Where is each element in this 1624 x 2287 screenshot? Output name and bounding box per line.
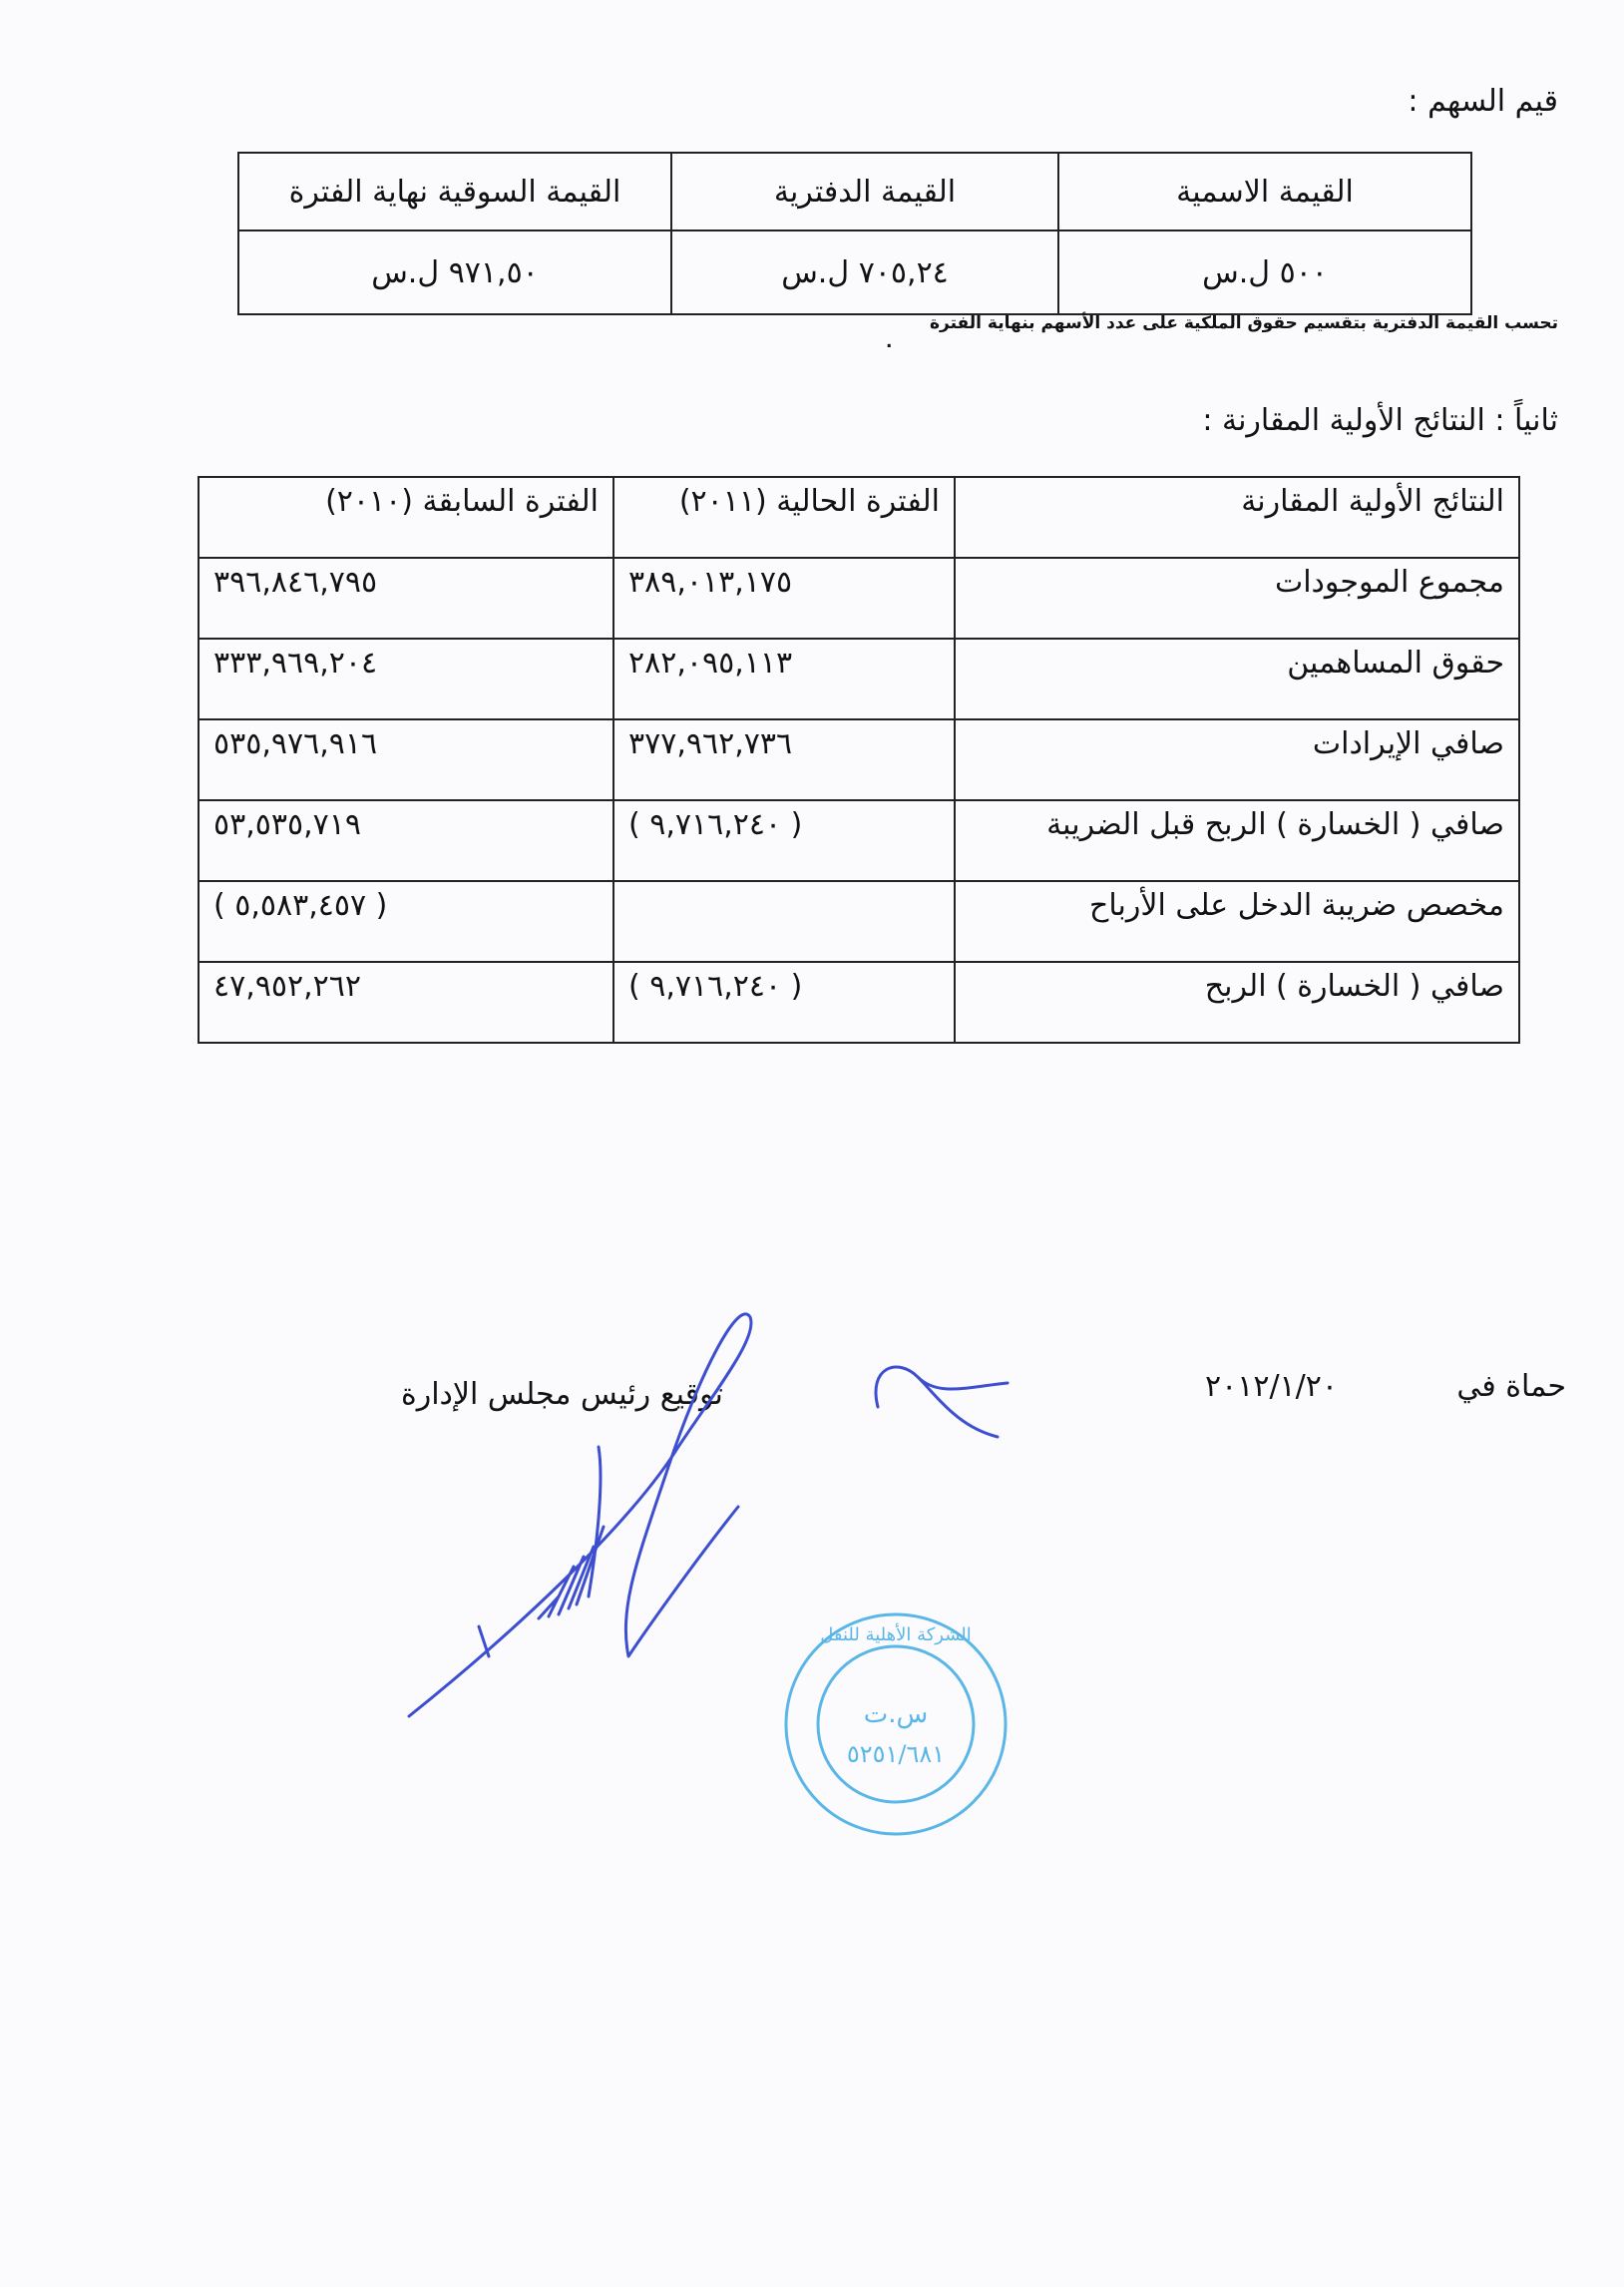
share-values-heading: قيم السهم : [1408, 84, 1558, 119]
row-current: ٣٨٩,٠١٣,١٧٥ [613, 558, 955, 639]
row-previous: ٥٣,٥٣٥,٧١٩ [199, 800, 613, 881]
table-row [199, 962, 1519, 1043]
row-current [613, 881, 955, 962]
row-label: مخصص ضريبة الدخل على الأرباح [955, 881, 1519, 962]
book-value-note-line-1: تحسب القيمة الدفترية بتقسيم حقوق الملكية على عدد الأسهم بنهاية الفترة [929, 313, 1558, 333]
row-label: صافي ( الخسارة ) الربح قبل الضريبة [955, 800, 1519, 881]
place-label: حماة في [1456, 1369, 1566, 1404]
row-label: صافي ( الخسارة ) الربح [955, 962, 1519, 1043]
row-label: مجموع الموجودات [955, 558, 1519, 639]
header-market-value: القيمة السوقية نهاية الفترة [238, 153, 671, 230]
row-previous: ٣٣٣,٩٦٩,٢٠٤ [199, 639, 613, 719]
stamp-text-mid: س.ت [863, 1699, 929, 1729]
column-header-item: النتائج الأولية المقارنة [955, 477, 1519, 558]
share-values-header-row [238, 153, 1471, 230]
column-header-previous: الفترة السابقة (٢٠١٠) [199, 477, 613, 558]
stamp-text-number: ٥٢٥١/٦٨١ [846, 1740, 946, 1768]
nominal-value: ٥٠٠ ل.س [1058, 230, 1471, 314]
row-label: حقوق المساهمين [955, 639, 1519, 719]
share-values-table [237, 152, 1472, 315]
table-row [199, 558, 1519, 639]
row-label: صافي الإيرادات [955, 719, 1519, 800]
document-date: ٢٠١٢/١/٢٠ [1205, 1369, 1339, 1404]
company-stamp [776, 1604, 1015, 1844]
note-period-end: . [886, 332, 893, 352]
signature-label: توقيع رئيس مجلس الإدارة [401, 1377, 723, 1412]
comparative-results-table [198, 476, 1520, 1044]
share-values-row [238, 230, 1471, 314]
header-book-value: القيمة الدفترية [671, 153, 1058, 230]
table-row [199, 719, 1519, 800]
book-value: ٧٠٥,٢٤ ل.س [671, 230, 1058, 314]
book-value-note-line-2 [886, 332, 892, 352]
market-value: ٩٧١,٥٠ ل.س [238, 230, 671, 314]
results-heading: ثانياً : النتائج الأولية المقارنة : [1202, 403, 1558, 438]
row-current: ( ٩,٧١٦,٢٤٠ ) [613, 800, 955, 881]
results-header-row [199, 477, 1519, 558]
row-current: ٢٨٢,٠٩٥,١١٣ [613, 639, 955, 719]
row-previous: ٣٩٦,٨٤٦,٧٩٥ [199, 558, 613, 639]
row-previous: ٤٧,٩٥٢,٢٦٢ [199, 962, 613, 1043]
row-previous: ٥٣٥,٩٧٦,٩١٦ [199, 719, 613, 800]
row-current: ٣٧٧,٩٦٢,٧٣٦ [613, 719, 955, 800]
table-row [199, 639, 1519, 719]
table-row [199, 881, 1519, 962]
table-row [199, 800, 1519, 881]
header-nominal-value: القيمة الاسمية [1058, 153, 1471, 230]
row-current: ( ٩,٧١٦,٢٤٠ ) [613, 962, 955, 1043]
column-header-current: الفترة الحالية (٢٠١١) [613, 477, 955, 558]
stamp-text-top: الشركة الأهلية للنقل [820, 1624, 972, 1645]
row-previous: ( ٥,٥٨٣,٤٥٧ ) [199, 881, 613, 962]
